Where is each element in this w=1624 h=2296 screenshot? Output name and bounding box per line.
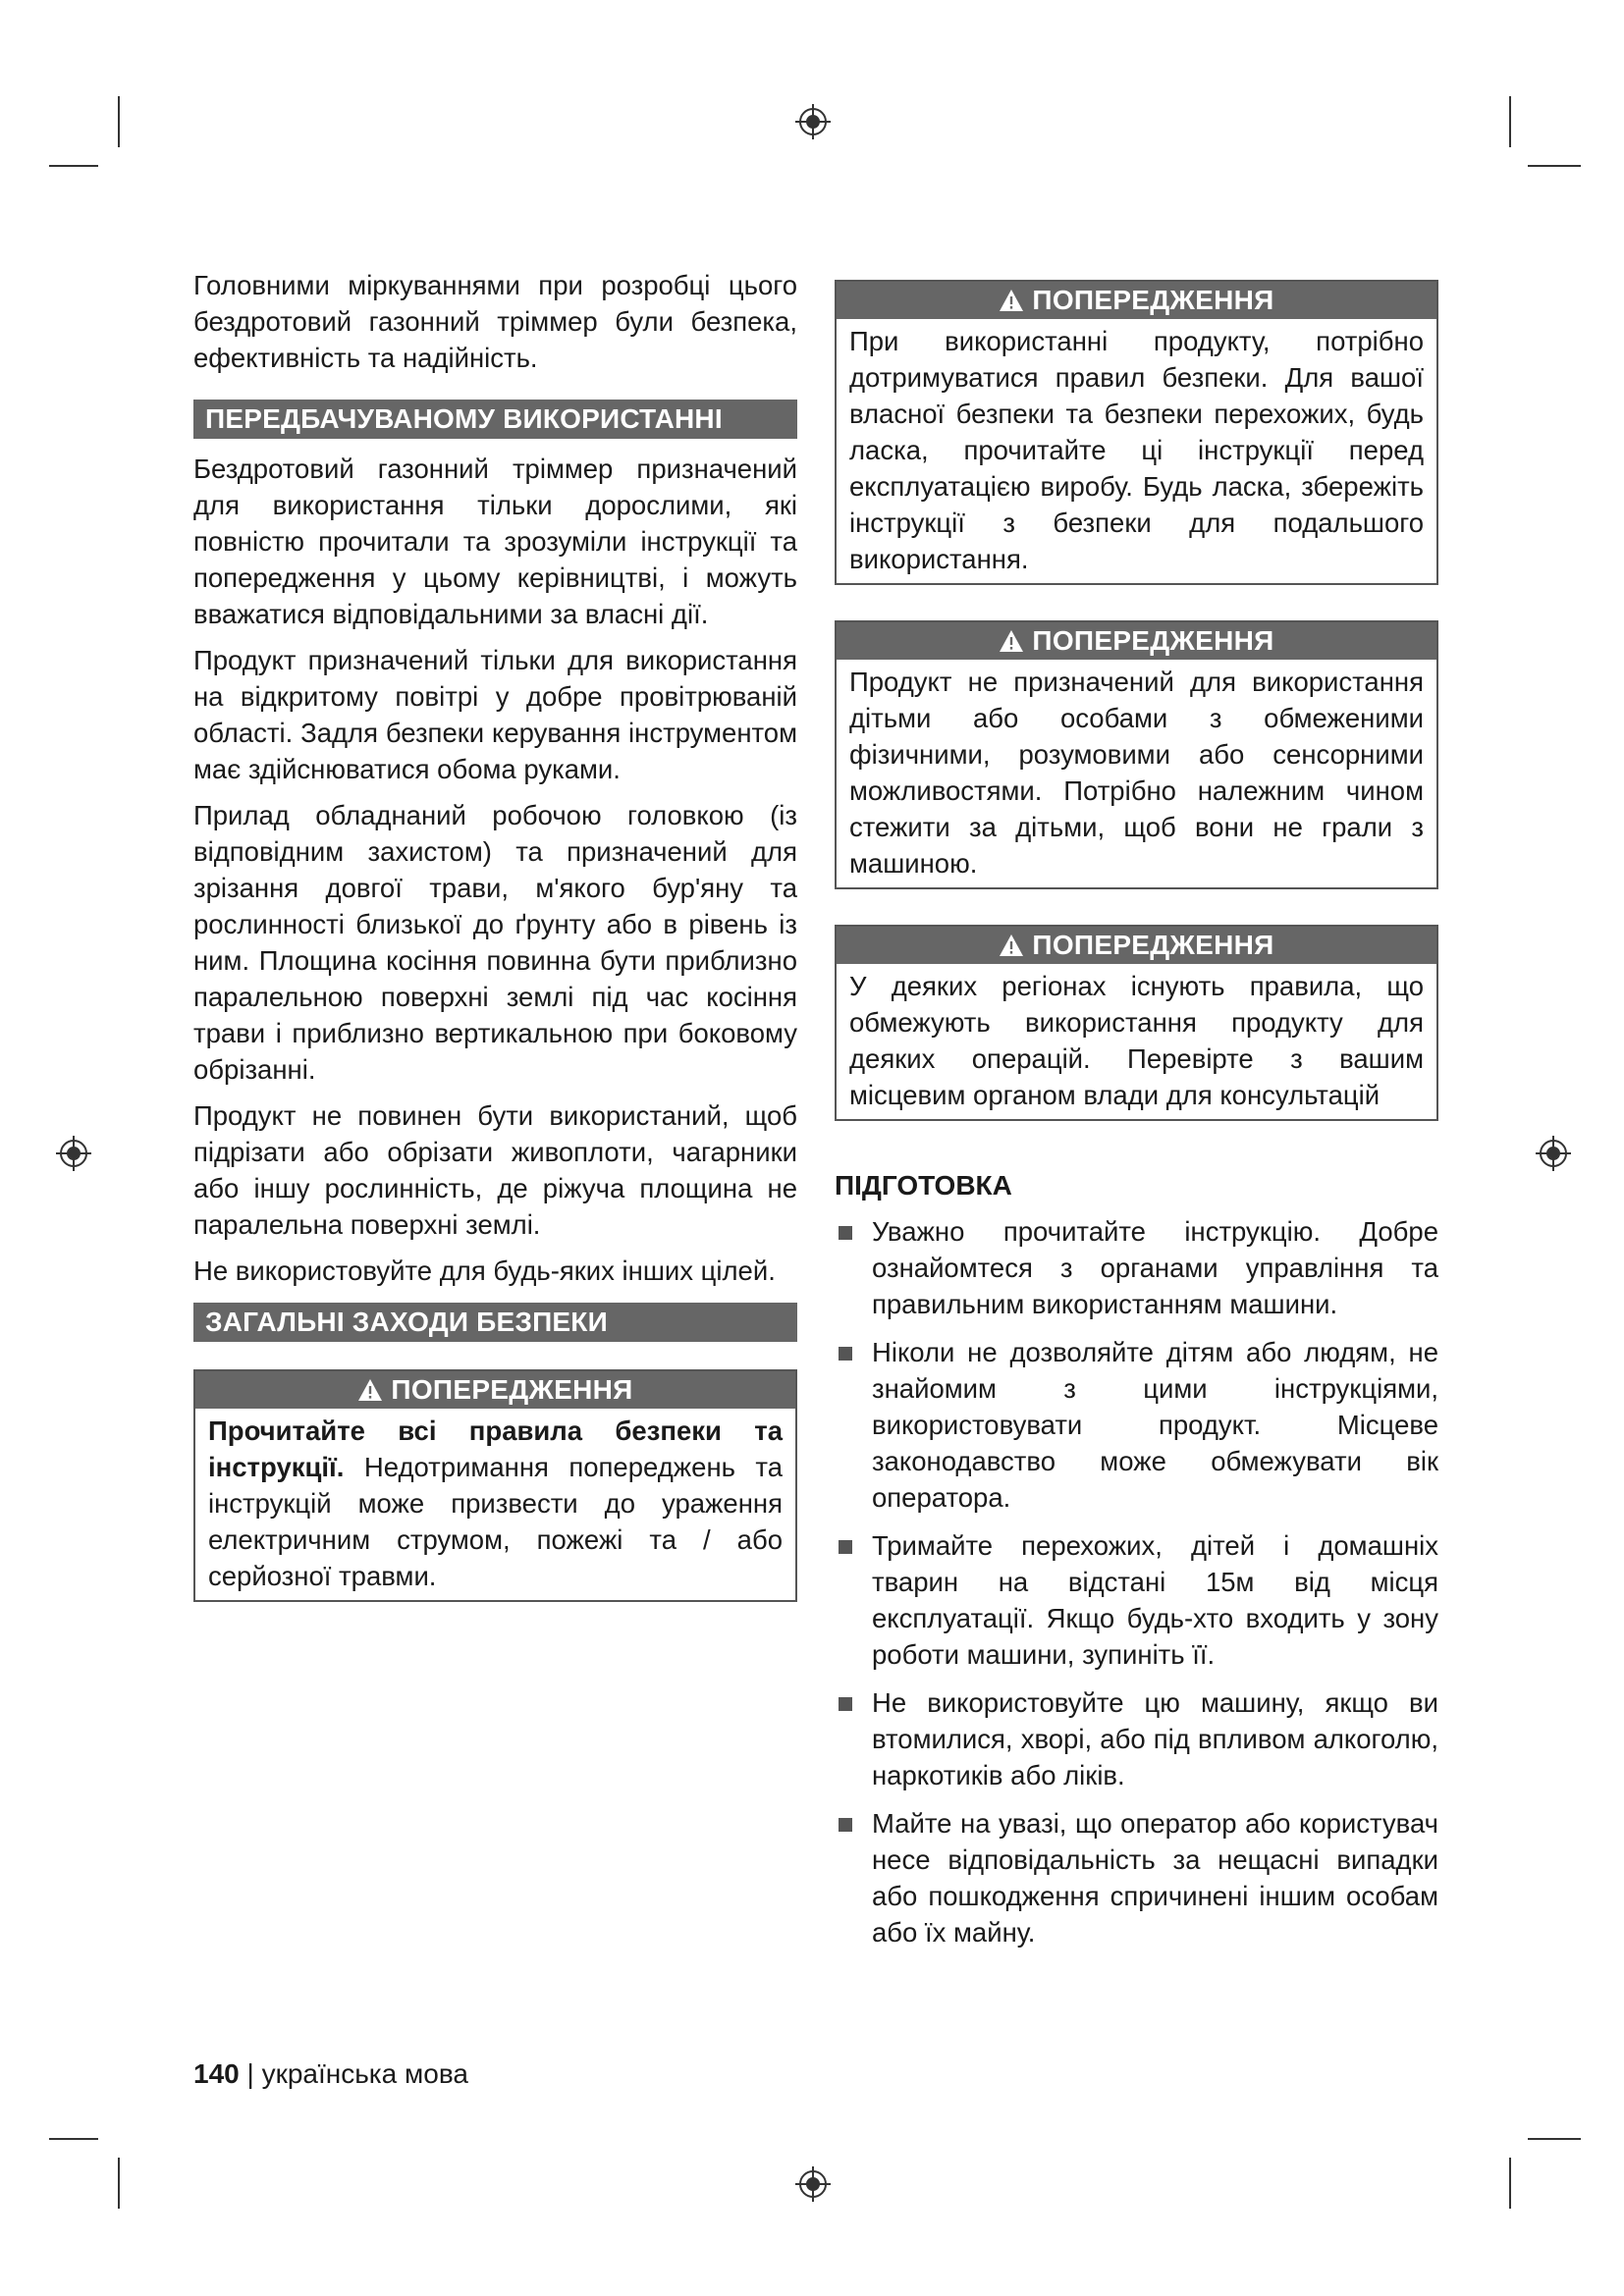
- intended-use-paragraph: Прилад обладнаний робочою головкою (із відповідним захистом) та призначений для зрізання довгої трави, м'якого бур'яну та рослинності близької до ґрунту або в рівень із ним. Площина косіння повинна бути приблизно паралельною поверхні землі під час косіння трави і приблизно вертикальною при боковому обрізанні.: [193, 800, 797, 1085]
- list-item: Ніколи не дозволяйте дітям або людям, не знайомим з цими інструкціями, використовувати продукт. Місцеве законодавство може обмежувати вік оператора.: [835, 1334, 1438, 1516]
- warning-text: Недотримання попереджень та інструкцій може призвести до ураження електричним струмом, пожежі та / або серйозної травми.: [208, 1452, 783, 1591]
- warning-title-text: ПОПЕРЕДЖЕННЯ: [391, 1374, 633, 1405]
- registration-mark-icon: [793, 2164, 833, 2204]
- crop-mark: [118, 2158, 120, 2209]
- warning-body: Продукт не призначений для використання дітьми або особами з обмеженими фізичними, розумовими або сенсорними можливостями. Потрібно належним чином стежити за дітьми, щоб вони не грали з машиною.: [849, 667, 1424, 879]
- crop-mark: [1528, 2138, 1581, 2140]
- warning-body: У деяких регіонах існують правила, що обмежують використання продукту для деяких операцій. Перевірте з вашим місцевим органом влади для консультацій: [849, 971, 1424, 1110]
- square-bullet-icon: [839, 1697, 852, 1711]
- warning-box: [835, 925, 1438, 1121]
- square-bullet-icon: [839, 1347, 852, 1361]
- intended-use-paragraph: Продукт не повинен бути використаний, щоб підрізати або обрізати живоплоти, чагарники або іншу рослинність, де ріжуча площина не паралельна поверхні землі.: [193, 1100, 797, 1240]
- warning-triangle-icon: [357, 1378, 383, 1402]
- warning-title: [837, 622, 1436, 660]
- warning-body: При використанні продукту, потрібно дотримуватися правил безпеки. Для вашої власної безпеки та безпеки перехожих, будь ласка, прочитайте ці інструкції перед експлуатацією виробу. Будь ласка, збережіть інструкції з безпеки для подальшого використання.: [849, 326, 1424, 574]
- crop-mark: [1509, 96, 1511, 147]
- list-item: Тримайте перехожих, дітей і домашніх тварин на відстані 15м від місця експлуатації. Якщо будь-хто входить у зону роботи машини, зупиніть її.: [835, 1527, 1438, 1673]
- square-bullet-icon: [839, 1540, 852, 1554]
- warning-triangle-icon: [999, 629, 1024, 653]
- intended-use-paragraph: Продукт призначений тільки для використання на відкритому повітрі у добре провітрюваній області. Задля безпеки керування інструментом має здійснюватися обома руками.: [193, 645, 797, 784]
- intended-use-heading: ПЕРЕДБАЧУВАНОМУ ВИКОРИСТАННІ: [193, 400, 797, 439]
- warning-title-text: ПОПЕРЕДЖЕННЯ: [1032, 625, 1274, 656]
- page-footer: [193, 2056, 468, 2092]
- warning-box: [835, 620, 1438, 889]
- right-column: [835, 280, 1438, 1962]
- warning-title-text: ПОПЕРЕДЖЕННЯ: [1032, 930, 1274, 960]
- square-bullet-icon: [839, 1226, 852, 1240]
- crop-mark: [118, 96, 120, 147]
- registration-mark-icon: [1534, 1134, 1573, 1173]
- crop-mark: [1509, 2158, 1511, 2209]
- list-item: Уважно прочитайте інструкцію. Добре ознайомтеся з органами управління та правильним використанням машини.: [835, 1213, 1438, 1322]
- warning-triangle-icon: [999, 934, 1024, 957]
- general-safety-heading: ЗАГАЛЬНІ ЗАХОДИ БЕЗПЕКИ: [193, 1303, 797, 1342]
- list-item: Не використовуйте цю машину, якщо ви втомилися, хворі, або під впливом алкоголю, наркотиків або ліків.: [835, 1684, 1438, 1793]
- warning-title: [195, 1371, 795, 1409]
- intended-use-paragraph: Бездротовий газонний тріммер призначений для використання тільки дорослими, які повністю прочитали та зрозуміли інструкції та попередження у цьому керівництві, і можуть вважатися відповідальними за власні дії.: [193, 454, 797, 629]
- warning-triangle-icon: [999, 289, 1024, 312]
- warning-title-text: ПОПЕРЕДЖЕННЯ: [1032, 285, 1274, 315]
- warning-body: [195, 1409, 795, 1600]
- square-bullet-icon: [839, 1818, 852, 1832]
- list-item: Майте на увазі, що оператор або користувач несе відповідальність за нещасні випадки або пошкодження спричинені іншим особам або їх майну.: [835, 1805, 1438, 1950]
- registration-mark-icon: [54, 1134, 93, 1173]
- warning-box: [835, 280, 1438, 585]
- preparation-heading: ПІДГОТОВКА: [835, 1170, 1012, 1201]
- page-number: 140: [193, 2058, 240, 2089]
- registration-mark-icon: [793, 102, 833, 141]
- warning-bold-text: Прочитайте всі правила безпеки та інструкції.: [208, 1415, 783, 1482]
- preparation-list: [835, 1213, 1438, 1950]
- intro-paragraph: Головними міркуваннями при розробці цього бездротовий газонний тріммер були безпека, ефективність та надійність.: [193, 270, 797, 373]
- footer-language: українська мова: [261, 2058, 468, 2089]
- crop-mark: [49, 2138, 98, 2140]
- intended-use-paragraph: Не використовуйте для будь-яких інших цілей.: [193, 1255, 776, 1286]
- warning-title: [837, 927, 1436, 964]
- crop-mark: [1528, 165, 1581, 167]
- left-column: [193, 267, 797, 1602]
- warning-title: [837, 282, 1436, 319]
- warning-box: [193, 1369, 797, 1602]
- crop-mark: [49, 165, 98, 167]
- footer-separator: |: [246, 2058, 254, 2089]
